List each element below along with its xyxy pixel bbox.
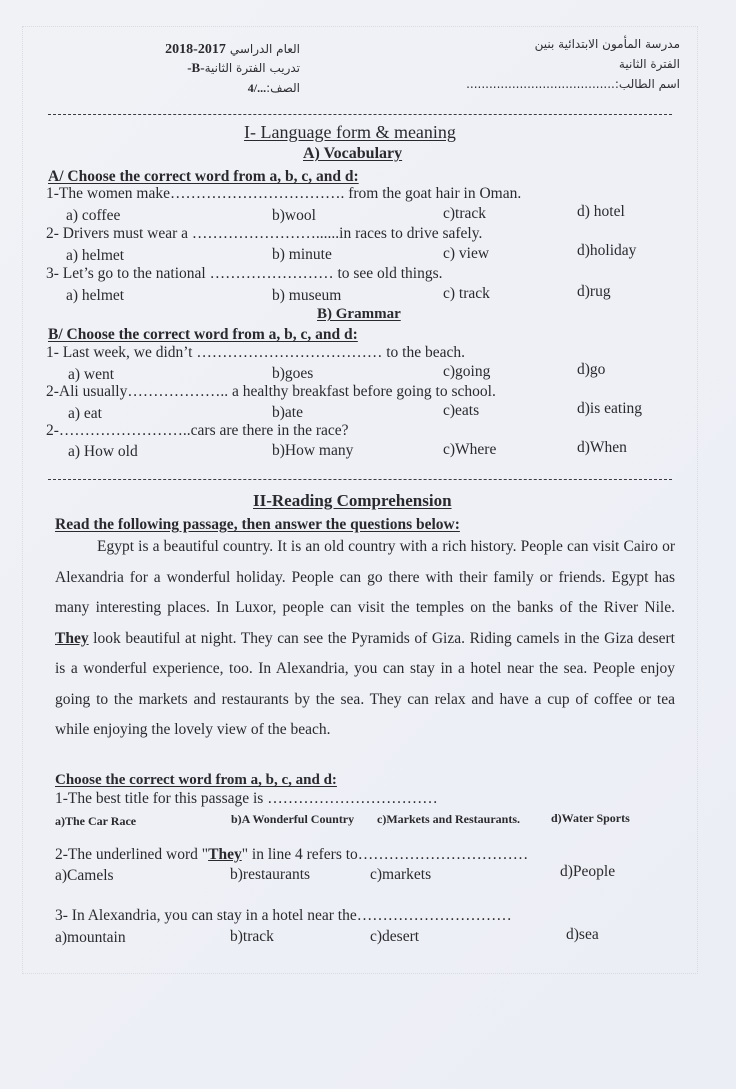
class-field <box>110 79 300 97</box>
reading-q2-text-before: 2-The underlined word " <box>55 846 209 863</box>
vocab-q3-option-c[interactable]: c) track <box>443 285 490 302</box>
grammar-question-1: 1- Last week, we didn’t ……………………………… to the beach. <box>46 344 465 361</box>
grammar-title: B) Grammar <box>317 306 401 322</box>
grammar-q2-option-a[interactable]: a) eat <box>68 405 102 422</box>
reading-q3-option-a[interactable]: a)mountain <box>55 929 126 946</box>
section2-title: II-Reading Comprehension <box>253 491 452 510</box>
grammar-q3-option-d[interactable]: d)When <box>577 439 627 456</box>
class-value: 4/... <box>247 81 267 95</box>
passage-part-2: look beautiful at night. They can see the Pyramids of Giza. Riding camels in the Giza desert is a wonderful experience, too. In Alexandria, you can stay in a hotel near the sea. People enjoy going to the markets and restaurants by the sea. They can relax and have a cup of coffee or tea while enjoying the lovely view of the beach. <box>55 629 675 738</box>
reading-q1-option-b[interactable]: b)A Wonderful Country <box>231 812 355 826</box>
academic-year-value: 2018-2017 <box>165 42 226 57</box>
reading-q2-option-a[interactable]: a)Camels <box>55 867 114 884</box>
vocab-question-1: 1-The women make……………………………. from the goat hair in Oman. <box>46 185 522 202</box>
vocab-q3-option-b[interactable]: b) museum <box>272 287 342 304</box>
vocab-q1-option-d[interactable]: d) hotel <box>577 203 625 220</box>
vocab-q2-option-c[interactable]: c) view <box>443 245 490 262</box>
grammar-question-3: 2-……………………..cars are there in the race? <box>46 422 349 439</box>
reading-q2-text-after: " in line 4 refers to…………………………… <box>241 846 529 863</box>
grammar-q2-option-d[interactable]: d)is eating <box>577 400 642 417</box>
reading-q3-option-c[interactable]: c)desert <box>370 928 420 945</box>
passage-underlined-word: They <box>55 629 89 647</box>
reading-q2-option-b[interactable]: b)restaurants <box>230 866 311 883</box>
grammar-q3-option-c[interactable]: c)Where <box>443 441 497 458</box>
training-title <box>110 59 300 77</box>
grammar-q1-option-d[interactable]: d)go <box>577 361 606 378</box>
school-name: مدرسة المأمون الابتدائية بنين <box>534 37 680 51</box>
training-label: تدريب الفترة الثانية <box>204 61 300 75</box>
vocab-question-3: 3- Let’s go to the national …………………… to see old things. <box>46 265 443 282</box>
vocab-q1-option-a[interactable]: a) coffee <box>66 207 121 224</box>
student-name-blank[interactable]: ....................................... <box>466 77 615 91</box>
student-name-label: اسم الطالب: <box>614 77 680 91</box>
reading-passage <box>55 532 675 746</box>
term-label: الفترة الثانية <box>618 57 680 71</box>
grammar-q1-option-b[interactable]: b)goes <box>272 365 314 382</box>
vocab-question-2: 2- Drivers must wear a ……………………......in races to drive safely. <box>46 225 483 242</box>
reading-q1-option-d[interactable]: d)Water Sports <box>551 811 630 825</box>
academic-year-label: العام الدراسي <box>229 42 300 56</box>
grammar-q2-option-b[interactable]: b)ate <box>272 404 303 421</box>
vocab-q1-option-c[interactable]: c)track <box>443 205 487 222</box>
reading-q2-option-c[interactable]: c)markets <box>370 866 432 883</box>
reading-q2-underlined-word: They <box>208 846 242 863</box>
grammar-q3-option-b[interactable]: b)How many <box>272 442 354 459</box>
grammar-question-2: 2-Ali usually……………….. a healthy breakfast before going to school. <box>46 383 496 400</box>
student-name-field[interactable] <box>466 77 680 91</box>
reading-q2-option-d[interactable]: d)People <box>560 863 616 880</box>
vocab-q1-option-b[interactable]: b)wool <box>272 207 316 224</box>
reading-questions-instruction: Choose the correct word from a, b, c, and d: <box>55 772 337 788</box>
class-label: الصف: <box>266 81 300 95</box>
grammar-q2-option-c[interactable]: c)eats <box>443 402 480 419</box>
reading-q3-option-d[interactable]: d)sea <box>566 926 599 943</box>
passage-part-1: Egypt is a beautiful country. It is an old country with a rich history. People can visit Cairo or Alexandria for a wonderful holiday. People can go there with their family or friends. Egypt has many interesting places. In Luxor, people can visit the temples on the banks of the River Nile. <box>55 538 675 616</box>
reading-q1-option-c[interactable]: c)Markets and Restaurants. <box>377 812 520 826</box>
grammar-q3-option-a[interactable]: a) How old <box>68 443 138 460</box>
reading-question-3: 3- In Alexandria, you can stay in a hotel near the………………………… <box>55 907 512 924</box>
reading-instruction: Read the following passage, then answer the questions below: <box>55 516 460 533</box>
header-divider <box>48 114 672 115</box>
vocab-q3-option-d[interactable]: d)rug <box>577 283 611 300</box>
training-version: -B- <box>187 60 205 75</box>
reading-question-2 <box>55 846 528 864</box>
grammar-q1-option-c[interactable]: c)going <box>443 363 491 380</box>
reading-q1-option-a[interactable]: a)The Car Race <box>55 814 137 828</box>
vocab-q2-option-a[interactable]: a) helmet <box>66 247 125 264</box>
vocab-q2-option-b[interactable]: b) minute <box>272 246 332 263</box>
reading-q3-option-b[interactable]: b)track <box>230 928 274 945</box>
reading-question-1: 1-The best title for this passage is …………………………… <box>55 790 438 807</box>
grammar-q1-option-a[interactable]: a) went <box>68 366 115 383</box>
vocab-q3-option-a[interactable]: a) helmet <box>66 287 125 304</box>
section-divider <box>48 479 672 480</box>
section1-title: I- Language form & meaning <box>244 122 456 142</box>
academic-year <box>110 40 300 58</box>
vocabulary-title: A) Vocabulary <box>303 145 403 162</box>
vocab-q2-option-d[interactable]: d)holiday <box>577 242 637 259</box>
grammar-instruction: B/ Choose the correct word from a, b, c, and d: <box>48 326 358 343</box>
vocabulary-instruction: A/ Choose the correct word from a, b, c, and d: <box>48 168 359 185</box>
